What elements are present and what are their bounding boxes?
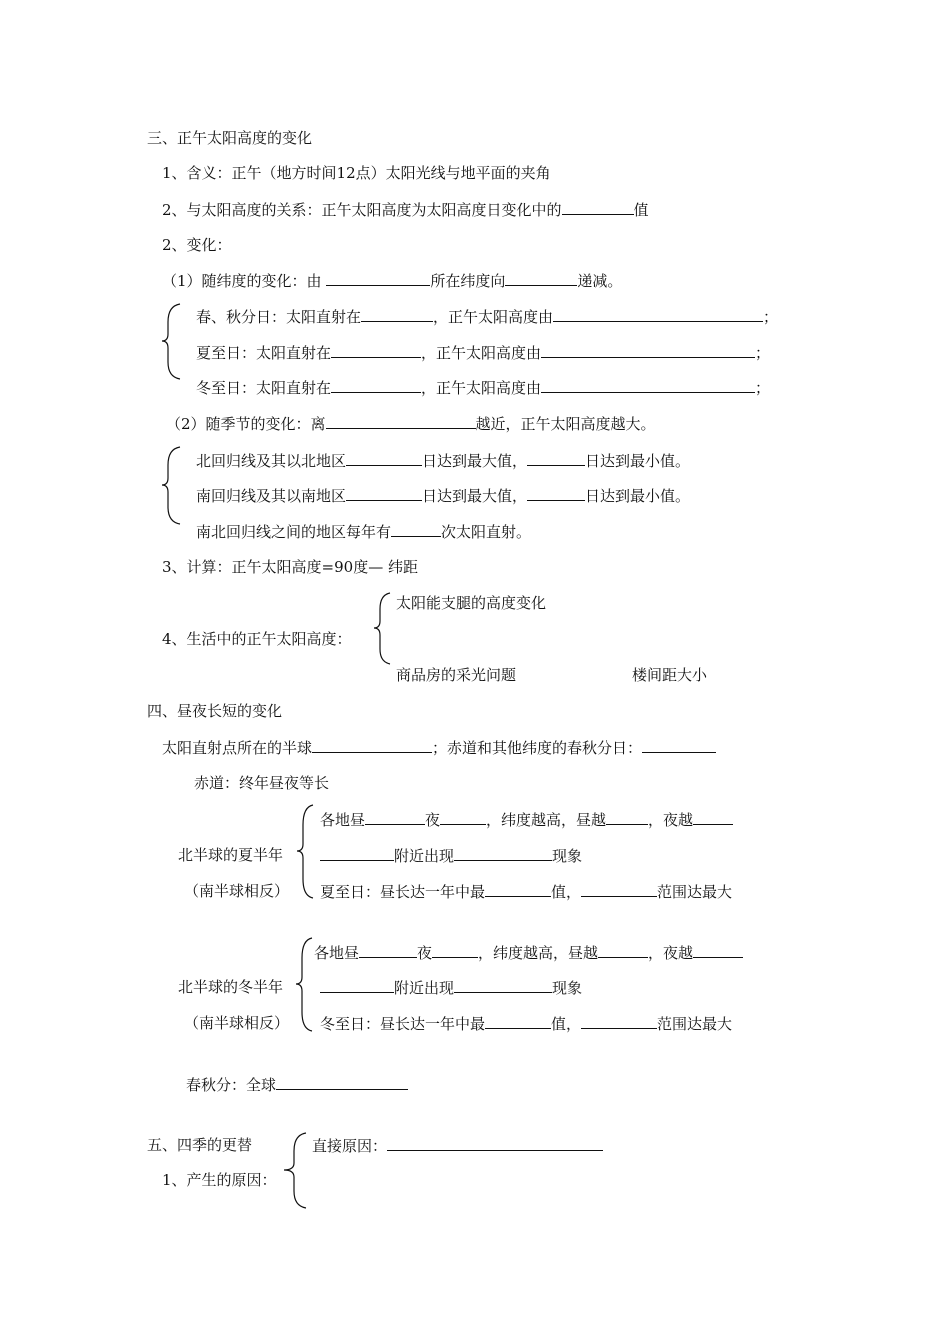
calculation-line: 3、计算：正午太阳高度=90度— 纬距 [162,558,418,576]
north-text-2: 日达到最大值， [422,452,528,470]
equinox-text: 春、秋分日：太阳直射在 [196,308,362,326]
answer-blank[interactable] [562,199,634,215]
summer-value-text: 值， [551,883,582,901]
answer-blank[interactable] [440,809,486,825]
answer-blank[interactable] [581,881,657,897]
south-text: 南回归线及其以南地区 [196,487,347,505]
summer-range-text: 范围达最大 [657,883,733,901]
cause-heading: 1、产生的原因： [162,1171,277,1189]
answer-blank[interactable] [365,809,425,825]
equinox-text-3: ； [763,308,779,326]
tropics-text: 南北回归线之间的地区每年有 [196,523,392,541]
north-text-3: 日达到最小值。 [585,452,691,470]
summer-line-1 [320,809,733,830]
summer-text-2: ，正午太阳高度由 [421,344,542,362]
answer-blank[interactable] [485,1013,551,1029]
north-text: 北回归线及其以北地区 [196,452,347,470]
answer-blank[interactable] [326,413,476,429]
winter-text-2: ，正午太阳高度由 [421,379,542,397]
summer-solstice-line [196,342,770,363]
winter-value-text: 值， [551,1015,582,1033]
equinox-text-2: ，正午太阳高度由 [433,308,554,326]
direct-cause-line [312,1135,603,1156]
change-heading: 2、变化： [162,236,232,254]
answer-blank[interactable] [527,485,585,501]
summer-day-text: 各地昼 [320,811,366,829]
summer-night-text: 夜 [425,811,441,829]
tropics-text-2: 次太阳直射。 [441,523,532,541]
left-brace-icon [295,803,317,899]
summer-line-2 [320,845,582,866]
left-brace-icon [294,936,316,1032]
answer-blank[interactable] [361,306,433,322]
latitude-text-2: 所在纬度向 [430,272,506,290]
answer-blank[interactable] [331,377,421,393]
answer-blank[interactable] [541,342,755,358]
winter-solstice-line [196,377,770,398]
answer-blank[interactable] [581,1013,657,1029]
winter-half-label: 北半球的冬半年 [178,978,284,996]
answer-blank[interactable] [346,485,422,501]
answer-blank[interactable] [320,977,394,993]
south-region-line [196,485,690,506]
answer-blank[interactable] [693,809,733,825]
summer-night-more-text: ，夜越 [648,811,694,829]
section-5-title: 五、四季的更替 [147,1136,253,1154]
summer-appear-text: 附近出现 [394,847,455,865]
winter-text-3: ； [755,379,771,397]
latitude-text: （1）随纬度的变化：由 [162,272,322,290]
hemisphere-line [162,737,716,758]
latitude-change-line [162,270,622,291]
north-region-line [196,450,690,471]
answer-blank[interactable] [387,1135,603,1151]
equator-line: 赤道：终年昼夜等长 [194,774,330,792]
answer-blank[interactable] [693,942,743,958]
winter-day-text: 各地昼 [314,944,360,962]
winter-latitude-text: ，纬度越高，昼越 [478,944,599,962]
answer-blank[interactable] [320,845,394,861]
winter-phenomenon-text: 现象 [552,979,583,997]
answer-blank[interactable] [505,270,577,286]
winter-night-more-text: ，夜越 [648,944,694,962]
winter-appear-text: 附近出现 [394,979,455,997]
life-heading: 4、生活中的正午太阳高度： [162,630,352,648]
summer-half-label: 北半球的夏半年 [178,846,284,864]
answer-blank[interactable] [331,342,421,358]
season-text-2: 越近，正午太阳高度越大。 [475,415,656,433]
south-text-3: 日达到最小值。 [585,487,691,505]
winter-line-1 [314,942,743,963]
equinox-global-line [186,1074,408,1095]
winter-line-2 [320,977,582,998]
direct-cause-text: 直接原因： [312,1137,388,1155]
season-change-line [166,413,656,434]
relation-suffix: 值 [633,201,649,219]
summer-text-3: ； [755,344,771,362]
winter-night-text: 夜 [417,944,433,962]
tropics-line [196,521,531,542]
hemisphere-text: 太阳直射点所在的半球 [162,739,313,757]
summer-text: 夏至日：太阳直射在 [196,344,332,362]
summer-note: （南半球相反） [184,882,290,900]
answer-blank[interactable] [454,845,552,861]
equinox-line [196,306,778,327]
answer-blank[interactable] [454,977,552,993]
section-4-title: 四、昼夜长短的变化 [147,702,283,720]
answer-blank[interactable] [346,450,422,466]
answer-blank[interactable] [598,942,648,958]
south-text-2: 日达到最大值， [422,487,528,505]
winter-text: 冬至日：太阳直射在 [196,379,332,397]
left-brace-icon [372,591,394,665]
answer-blank[interactable] [527,450,585,466]
left-brace-icon [282,1131,310,1209]
winter-range-text: 范围达最大 [657,1015,733,1033]
life-item-housing: 商品房的采光问题 [396,666,517,684]
winter-solstice-text: 冬至日：昼长达一年中最 [320,1015,486,1033]
latitude-text-3: 递减。 [577,272,623,290]
answer-blank[interactable] [359,942,417,958]
answer-blank[interactable] [553,306,763,322]
life-item-spacing: 楼间距大小 [632,666,708,684]
summer-solstice-text: 夏至日：昼长达一年中最 [320,883,486,901]
answer-blank[interactable] [326,270,430,286]
answer-blank[interactable] [541,377,755,393]
relation-line [162,199,649,220]
relation-text: 2、与太阳高度的关系：正午太阳高度为太阳高度日变化中的 [162,201,562,219]
answer-blank[interactable] [312,737,432,753]
section-3-title: 三、正午太阳高度的变化 [147,129,313,147]
equinox-global-text: 春秋分：全球 [186,1076,277,1094]
season-text: （2）随季节的变化：离 [166,415,326,433]
winter-line-3 [320,1013,732,1034]
hemisphere-text-2: ；赤道和其他纬度的春秋分日： [432,739,643,757]
summer-latitude-text: ，纬度越高，昼越 [486,811,607,829]
answer-blank[interactable] [391,521,441,537]
left-brace-icon [160,445,184,525]
left-brace-icon [160,302,184,380]
summer-line-3 [320,881,732,902]
answer-blank[interactable] [276,1074,408,1090]
answer-blank[interactable] [485,881,551,897]
summer-phenomenon-text: 现象 [552,847,583,865]
answer-blank[interactable] [432,942,478,958]
winter-note: （南半球相反） [184,1014,290,1032]
definition-line: 1、含义：正午（地方时间12点）太阳光线与地平面的夹角 [162,164,551,182]
life-item-solar: 太阳能支腿的高度变化 [396,594,547,612]
answer-blank[interactable] [642,737,716,753]
answer-blank[interactable] [606,809,648,825]
